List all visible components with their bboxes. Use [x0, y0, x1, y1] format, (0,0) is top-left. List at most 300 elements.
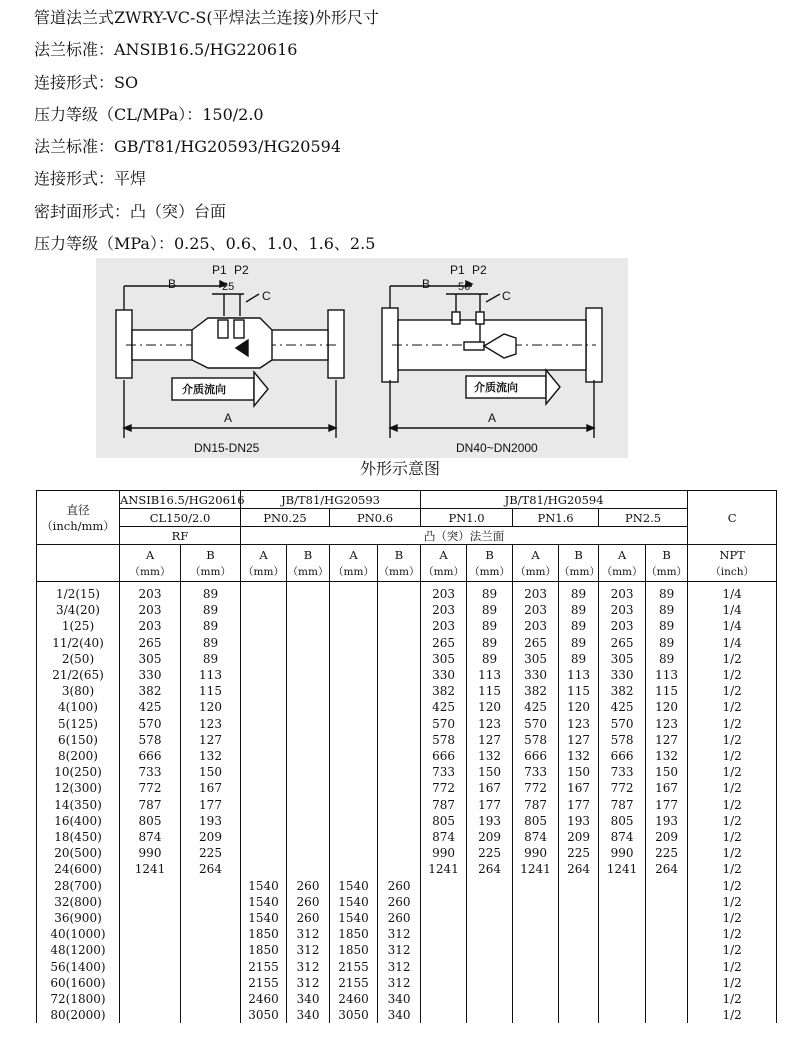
table-cell [467, 910, 513, 926]
table-cell: 123 [181, 716, 241, 732]
table-row [37, 926, 777, 942]
table-cell: 150 [181, 764, 241, 780]
table-cell [287, 667, 330, 683]
table-cell: 89 [467, 618, 513, 634]
table-cell: 425 [421, 699, 467, 715]
table-cell [646, 1007, 688, 1023]
table-cell: 89 [646, 618, 688, 634]
table-cell [241, 764, 287, 780]
info-sealing-face: 密封面形式：凸（突）台面 [34, 201, 227, 221]
table-cell [241, 813, 287, 829]
table-cell: 570 [599, 716, 646, 732]
table-cell [421, 1007, 467, 1023]
table-cell: 193 [559, 813, 599, 829]
table-cell [241, 582, 287, 603]
table-cell [513, 942, 559, 958]
table-row [37, 780, 777, 796]
table-cell: 115 [559, 683, 599, 699]
right-caption: DN40~DN2000 [456, 441, 538, 455]
table-cell: 203 [599, 602, 646, 618]
table-cell: 150 [559, 764, 599, 780]
table-cell [287, 780, 330, 796]
cell-diameter: 3(80) [37, 683, 120, 699]
table-cell: 305 [120, 651, 181, 667]
header-b-pn25: B （mm） [646, 545, 688, 582]
table-cell [241, 635, 287, 651]
table-cell: 209 [181, 829, 241, 845]
table-cell: 1/2 [688, 764, 777, 780]
table-cell [467, 991, 513, 1007]
table-cell: 89 [559, 602, 599, 618]
table-cell: 193 [181, 813, 241, 829]
table-cell: 578 [513, 732, 559, 748]
table-cell [120, 1007, 181, 1023]
table-cell [287, 602, 330, 618]
table-cell: 340 [378, 1007, 421, 1023]
table-cell: 772 [120, 780, 181, 796]
table-cell [599, 959, 646, 975]
table-cell [287, 829, 330, 845]
table-cell [599, 910, 646, 926]
table-cell: 193 [467, 813, 513, 829]
table-cell: 312 [287, 926, 330, 942]
table-cell: 260 [287, 894, 330, 910]
cell-diameter: 3/4(20) [37, 602, 120, 618]
table-cell [330, 845, 378, 861]
table-cell: 127 [646, 732, 688, 748]
table-cell [330, 780, 378, 796]
table-cell: 113 [646, 667, 688, 683]
table-cell: 260 [287, 878, 330, 894]
table-cell [513, 894, 559, 910]
table-cell: 787 [513, 797, 559, 813]
right-flow-label: 介质流向 [474, 382, 518, 394]
table-cell [378, 635, 421, 651]
table-cell: 203 [599, 618, 646, 634]
table-cell: 177 [559, 797, 599, 813]
table-cell [181, 959, 241, 975]
table-cell: 123 [559, 716, 599, 732]
header-pn10: PN1.0 [421, 509, 513, 527]
table-cell [330, 829, 378, 845]
table-cell [287, 748, 330, 764]
table-cell: 89 [646, 602, 688, 618]
table-cell [330, 651, 378, 667]
cell-diameter: 56(1400) [37, 959, 120, 975]
table-cell: 312 [287, 942, 330, 958]
right-label-a: A [488, 411, 497, 425]
table-row [37, 618, 777, 634]
table-cell: 265 [120, 635, 181, 651]
table-cell: 203 [513, 602, 559, 618]
table-cell: 312 [378, 975, 421, 991]
table-cell [421, 975, 467, 991]
table-cell: 89 [467, 651, 513, 667]
table-row [37, 975, 777, 991]
table-cell: 203 [599, 582, 646, 603]
table-cell: 425 [513, 699, 559, 715]
table-cell: 1/2 [688, 845, 777, 861]
header-a-pn16: A （mm） [513, 545, 559, 582]
table-row [37, 699, 777, 715]
table-row [37, 910, 777, 926]
table-cell: 312 [287, 975, 330, 991]
left-label-b: B [168, 277, 177, 291]
table-cell: 425 [599, 699, 646, 715]
header-a-pn10: A （mm） [421, 545, 467, 582]
header-cl150: CL150/2.0 [120, 509, 241, 527]
table-cell [120, 910, 181, 926]
table-cell [241, 602, 287, 618]
header-std-jb-20593: JB/T81/HG20593 [241, 491, 421, 509]
table-cell [559, 1007, 599, 1023]
table-cell: 1/2 [688, 780, 777, 796]
table-cell: 203 [513, 618, 559, 634]
info-pressure-class: 压力等级（CL/MPa）：150/2.0 [34, 104, 264, 124]
table-cell: 132 [559, 748, 599, 764]
table-cell [378, 582, 421, 603]
table-cell: 1/2 [688, 894, 777, 910]
table-cell [330, 582, 378, 603]
header-a-ansi: A （mm） [120, 545, 181, 582]
table-cell: 225 [467, 845, 513, 861]
table-cell: 132 [646, 748, 688, 764]
table-cell [513, 975, 559, 991]
table-cell [599, 878, 646, 894]
table-cell: 132 [467, 748, 513, 764]
table-cell [287, 845, 330, 861]
header-b-ansi: B （mm） [181, 545, 241, 582]
table-cell [330, 699, 378, 715]
cell-diameter: 16(400) [37, 813, 120, 829]
table-cell: 265 [599, 635, 646, 651]
table-cell: 1/4 [688, 635, 777, 651]
table-cell: 1/2 [688, 699, 777, 715]
header-std-jb-20594: JB/T81/HG20594 [421, 491, 688, 509]
table-cell [646, 910, 688, 926]
table-cell [330, 813, 378, 829]
table-cell [120, 991, 181, 1007]
table-cell [513, 991, 559, 1007]
table-cell: 2155 [330, 975, 378, 991]
table-cell [378, 667, 421, 683]
table-cell: 115 [181, 683, 241, 699]
table-cell: 733 [599, 764, 646, 780]
cell-diameter: 4(100) [37, 699, 120, 715]
table-cell: 203 [421, 602, 467, 618]
table-cell: 150 [467, 764, 513, 780]
table-row [37, 878, 777, 894]
table-cell: 89 [181, 602, 241, 618]
table-cell: 177 [467, 797, 513, 813]
table-cell [378, 618, 421, 634]
table-cell: 733 [513, 764, 559, 780]
table-cell: 305 [421, 651, 467, 667]
table-cell [181, 894, 241, 910]
table-cell: 772 [599, 780, 646, 796]
table-cell [421, 894, 467, 910]
table-cell: 89 [181, 635, 241, 651]
table-cell [646, 975, 688, 991]
table-cell [467, 1007, 513, 1023]
cell-diameter: 18(450) [37, 829, 120, 845]
header-blank [37, 545, 120, 582]
table-cell: 1540 [330, 878, 378, 894]
table-cell [378, 813, 421, 829]
table-cell: 1540 [241, 878, 287, 894]
header-pn25: PN2.5 [599, 509, 688, 527]
table-cell: 203 [513, 582, 559, 603]
table-cell [287, 716, 330, 732]
table-cell: 1540 [241, 894, 287, 910]
table-cell [378, 651, 421, 667]
table-cell [599, 942, 646, 958]
header-a-pn06: A （mm） [330, 545, 378, 582]
table-cell: 666 [421, 748, 467, 764]
table-cell [120, 959, 181, 975]
table-cell: 1/2 [688, 748, 777, 764]
header-diameter: 直径（inch/mm） [37, 491, 120, 545]
right-label-dim: 56 [458, 281, 471, 293]
table-cell: 1/2 [688, 878, 777, 894]
table-cell: 89 [646, 635, 688, 651]
table-cell [559, 910, 599, 926]
table-cell: 2460 [330, 991, 378, 1007]
table-cell: 89 [467, 635, 513, 651]
table-cell: 1850 [330, 942, 378, 958]
table-cell: 382 [421, 683, 467, 699]
header-b-pn06: B （mm） [378, 545, 421, 582]
table-cell: 340 [287, 1007, 330, 1023]
table-row [37, 764, 777, 780]
table-cell: 312 [378, 959, 421, 975]
table-cell: 1850 [241, 942, 287, 958]
cell-diameter: 2(50) [37, 651, 120, 667]
table-cell [287, 683, 330, 699]
table-cell: 570 [513, 716, 559, 732]
table-cell: 874 [120, 829, 181, 845]
table-cell: 1540 [241, 910, 287, 926]
table-cell: 330 [120, 667, 181, 683]
table-cell [513, 926, 559, 942]
table-cell: 209 [646, 829, 688, 845]
table-cell: 89 [646, 582, 688, 603]
table-cell: 120 [646, 699, 688, 715]
table-cell [378, 602, 421, 618]
table-cell: 89 [559, 635, 599, 651]
left-label-dim: 25 [222, 281, 235, 293]
table-cell [467, 894, 513, 910]
table-cell: 1/2 [688, 797, 777, 813]
table-cell: 1/2 [688, 683, 777, 699]
table-cell: 167 [559, 780, 599, 796]
table-cell: 127 [467, 732, 513, 748]
table-cell: 1/2 [688, 959, 777, 975]
table-cell: 2155 [241, 959, 287, 975]
right-label-c: C [502, 289, 511, 303]
table-cell: 772 [513, 780, 559, 796]
cell-diameter: 60(1600) [37, 975, 120, 991]
table-cell [241, 699, 287, 715]
table-cell: 340 [287, 991, 330, 1007]
table-cell [241, 732, 287, 748]
right-label-b: B [422, 277, 431, 291]
table-cell: 193 [646, 813, 688, 829]
table-cell: 874 [599, 829, 646, 845]
table-cell: 1241 [513, 861, 559, 877]
table-cell: 3050 [241, 1007, 287, 1023]
table-cell: 123 [467, 716, 513, 732]
table-cell [241, 845, 287, 861]
table-cell: 874 [421, 829, 467, 845]
table-cell [467, 975, 513, 991]
table-cell [378, 797, 421, 813]
table-cell [599, 975, 646, 991]
table-cell: 1/2 [688, 829, 777, 845]
header-b-pn025: B （mm） [287, 545, 330, 582]
cell-diameter: 72(1800) [37, 991, 120, 1007]
table-cell [559, 991, 599, 1007]
table-cell [287, 813, 330, 829]
info-flange-standard-gb: 法兰标准：GB/T81/HG20593/HG20594 [34, 137, 342, 157]
right-label-p2: P2 [472, 263, 487, 277]
table-cell [330, 748, 378, 764]
table-cell: 305 [513, 651, 559, 667]
header-b-pn16: B （mm） [559, 545, 599, 582]
left-label-p1: P1 [212, 263, 227, 277]
cell-diameter: 11/2(40) [37, 635, 120, 651]
table-cell [559, 975, 599, 991]
table-row [37, 748, 777, 764]
table-cell: 1241 [120, 861, 181, 877]
table-cell: 127 [181, 732, 241, 748]
table-cell: 382 [599, 683, 646, 699]
table-cell: 89 [467, 582, 513, 603]
table-cell: 203 [421, 618, 467, 634]
table-cell: 312 [378, 942, 421, 958]
cell-diameter: 1/2(15) [37, 582, 120, 603]
table-cell: 89 [467, 602, 513, 618]
table-cell [513, 1007, 559, 1023]
header-pn06: PN0.6 [330, 509, 421, 527]
cell-diameter: 1(25) [37, 618, 120, 634]
table-cell: 805 [513, 813, 559, 829]
table-cell [378, 699, 421, 715]
cell-diameter: 14(350) [37, 797, 120, 813]
table-cell: 132 [181, 748, 241, 764]
table-cell: 89 [559, 651, 599, 667]
table-cell: 578 [120, 732, 181, 748]
outline-drawing [96, 258, 628, 458]
table-cell [646, 959, 688, 975]
table-cell: 123 [646, 716, 688, 732]
table-cell: 874 [513, 829, 559, 845]
table-cell [241, 780, 287, 796]
table-row [37, 716, 777, 732]
table-cell: 89 [559, 618, 599, 634]
table-cell: 340 [378, 991, 421, 1007]
table-cell [421, 926, 467, 942]
left-flow-label: 介质流向 [182, 384, 226, 396]
table-cell: 990 [421, 845, 467, 861]
table-row [37, 813, 777, 829]
table-cell: 570 [421, 716, 467, 732]
table-cell: 305 [599, 651, 646, 667]
table-cell [330, 797, 378, 813]
header-c: C [688, 491, 777, 545]
table-cell: 990 [513, 845, 559, 861]
table-cell: 3050 [330, 1007, 378, 1023]
table-cell: 264 [559, 861, 599, 877]
table-cell: 150 [646, 764, 688, 780]
table-cell [467, 942, 513, 958]
table-cell [241, 667, 287, 683]
table-cell: 805 [421, 813, 467, 829]
table-cell: 1/2 [688, 732, 777, 748]
table-cell: 209 [467, 829, 513, 845]
left-label-p2: P2 [234, 263, 249, 277]
table-cell: 990 [120, 845, 181, 861]
table-row [37, 667, 777, 683]
table-cell: 260 [287, 910, 330, 926]
table-cell: 264 [646, 861, 688, 877]
table-cell [559, 959, 599, 975]
table-cell [241, 861, 287, 877]
table-cell: 225 [646, 845, 688, 861]
table-cell [599, 991, 646, 1007]
cell-diameter: 36(900) [37, 910, 120, 926]
table-cell [181, 991, 241, 1007]
left-label-a: A [224, 411, 233, 425]
table-cell: 264 [181, 861, 241, 877]
table-cell: 425 [120, 699, 181, 715]
table-body [37, 582, 777, 1024]
table-row [37, 602, 777, 618]
table-cell [378, 780, 421, 796]
table-cell: 115 [646, 683, 688, 699]
left-label-c: C [262, 289, 271, 303]
table-cell: 330 [421, 667, 467, 683]
table-cell: 312 [378, 926, 421, 942]
table-cell [181, 926, 241, 942]
table-cell: 1/2 [688, 813, 777, 829]
table-cell: 805 [599, 813, 646, 829]
table-cell: 1/2 [688, 716, 777, 732]
table-cell [181, 942, 241, 958]
table-cell [287, 764, 330, 780]
table-cell: 113 [467, 667, 513, 683]
table-cell: 120 [559, 699, 599, 715]
table-cell [646, 926, 688, 942]
table-cell [559, 942, 599, 958]
table-cell [330, 732, 378, 748]
cell-diameter: 40(1000) [37, 926, 120, 942]
table-cell [287, 732, 330, 748]
table-row [37, 845, 777, 861]
table-cell: 203 [120, 602, 181, 618]
info-flange-standard-ansi: 法兰标准：ANSIB16.5/HG220616 [34, 40, 298, 60]
table-row [37, 1007, 777, 1023]
table-cell [646, 878, 688, 894]
table-cell [421, 942, 467, 958]
table-cell [241, 797, 287, 813]
table-cell [378, 748, 421, 764]
table-cell [599, 1007, 646, 1023]
table-cell [599, 926, 646, 942]
table-cell: 570 [120, 716, 181, 732]
cell-diameter: 6(150) [37, 732, 120, 748]
table-row [37, 797, 777, 813]
